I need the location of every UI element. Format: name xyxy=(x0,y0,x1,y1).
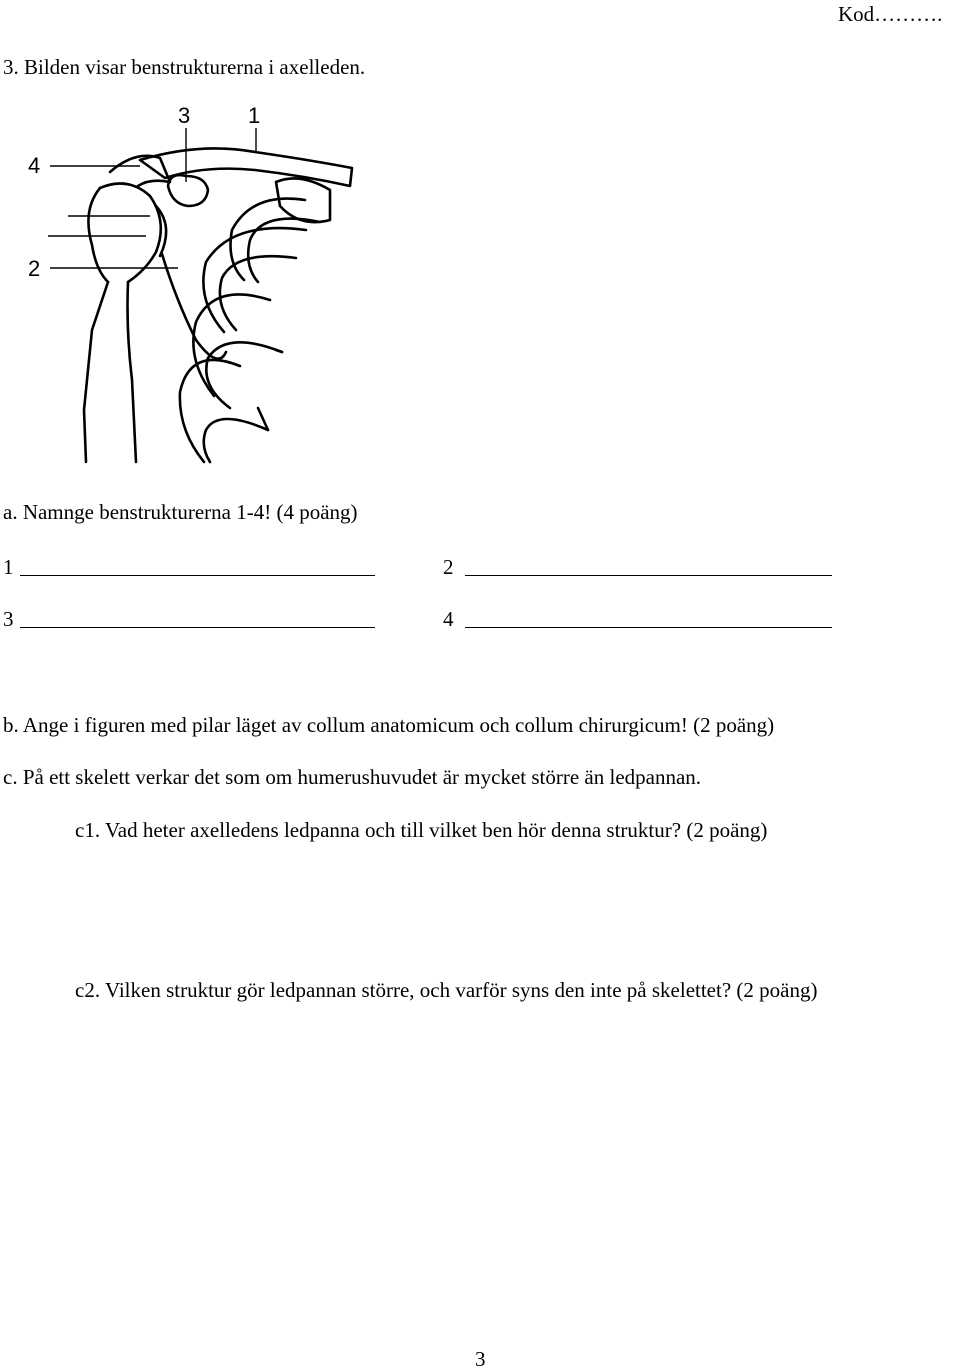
clavicle-bone xyxy=(140,148,352,186)
rib-4 xyxy=(180,360,240,462)
part-c2-text: c2. Vilken struktur gör ledpannan större, och varför syns den inte på skelettet? (2 poäng) xyxy=(75,978,818,1002)
shoulder-joint-figure xyxy=(0,90,370,470)
page-number: 3 xyxy=(475,1347,486,1371)
student-code-label: Kod………. xyxy=(838,2,943,26)
answer-2-label: 2 xyxy=(443,555,454,579)
figure-label-3: 3 xyxy=(178,103,191,128)
rib-1 xyxy=(231,199,306,280)
rib-2 xyxy=(203,228,306,332)
part-c1-text: c1. Vad heter axelledens ledpanna och till vilket ben hör denna struktur? (2 poäng) xyxy=(75,818,768,842)
question-title: 3. Bilden visar benstrukturerna i axelleden. xyxy=(3,55,366,79)
answer-3-label: 3 xyxy=(3,607,14,631)
figure-label-2: 2 xyxy=(28,256,41,281)
part-b-text: b. Ange i figuren med pilar läget av collum anatomicum och collum chirurgicum! (2 poäng) xyxy=(3,713,775,737)
answer-4-label: 4 xyxy=(443,607,454,631)
coracoid-process xyxy=(168,175,208,206)
answer-4-line[interactable] xyxy=(465,627,832,628)
figure-label-1: 1 xyxy=(248,103,261,128)
answer-3-line[interactable] xyxy=(20,627,375,628)
part-c-text: c. På ett skelett verkar det som om humerushuvudet är mycket större än ledpannan. xyxy=(3,765,702,789)
figure-label-4: 4 xyxy=(28,153,41,178)
answer-1-line[interactable] xyxy=(20,575,375,576)
humerus-shaft xyxy=(84,282,108,462)
part-a-text: a. Namnge benstrukturerna 1-4! (4 poäng) xyxy=(3,500,358,524)
answer-2-line[interactable] xyxy=(465,575,832,576)
answer-1-label: 1 xyxy=(3,555,14,579)
